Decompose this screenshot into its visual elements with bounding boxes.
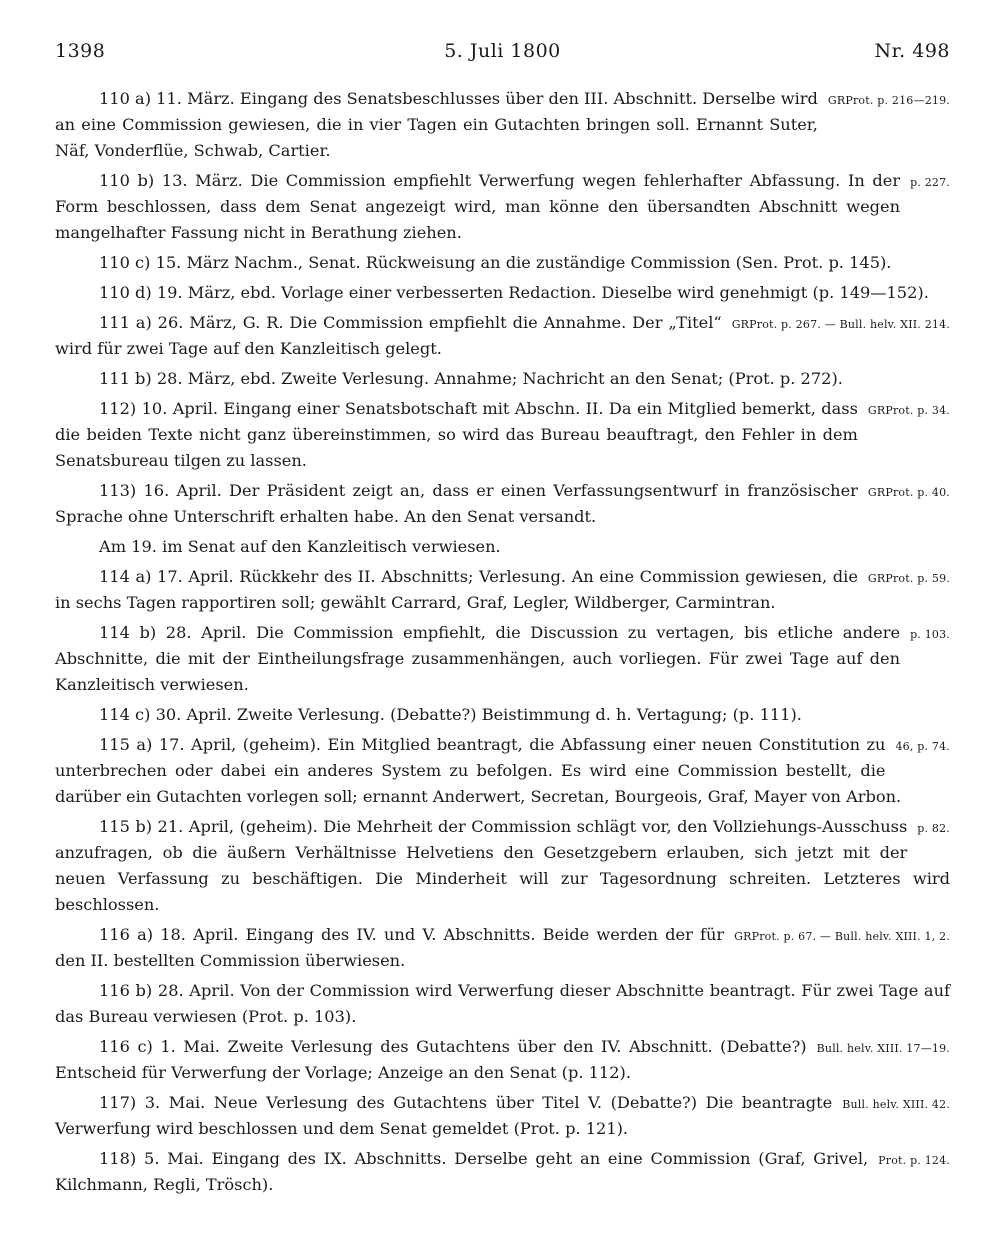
note-line: Am 19. im Senat auf den Kanzleitisch verwiesen. (99, 537, 501, 556)
entry-reference: p. 227. (910, 176, 950, 189)
entry-reference: GRProt. p. 216—219. (827, 94, 950, 107)
entry-115b (55, 814, 950, 918)
entry-text: 115 b) 21. April, (geheim). Die Mehrheit der Commission schlägt vor, den Vollziehungs-Ausschuss anzufragen, ob die äußern Verhältnisse Helvetiens den Gesetzgebern erlauben, sich jetzt mit der neuen Verfassung zu beschäftigen. Die Minderheit will zur Tagesordnung schreiten. Letzteres wird beschlossen. (55, 817, 950, 914)
entry-text: 118) 5. Mai. Eingang des IX. Abschnitts. Derselbe geht an eine Commission (Graf, Grivel, Kilchmann, Regli, Trösch). (55, 1149, 869, 1194)
entry-114c (55, 702, 950, 728)
entry-text: 114 a) 17. April. Rückkehr des II. Abschnitts; Verlesung. An eine Commission gewiesen, die in sechs Tagen rapportiren soll; gewählt Carrard, Graf, Legler, Wildberger, Carmintran. (55, 567, 858, 612)
entry-reference: p. 103. (910, 628, 950, 641)
entry-reference: GRProt. p. 34. (867, 404, 950, 417)
entry-114b (55, 620, 950, 698)
entry-reference: GRProt. p. 67. — Bull. helv. XIII. 1, 2. (734, 930, 950, 943)
entry-text: 110 b) 13. März. Die Commission empfiehlt Verwerfung wegen fehlerhafter Abfassung. In der Form beschlossen, dass dem Senat angezeigt wird, man könne den übersandten Abschnitt wegen mangelhafter Fassung nicht in Berathung ziehen. (55, 171, 901, 242)
entry-text: 111 b) 28. März, ebd. Zweite Verlesung. Annahme; Nachricht an den Senat; (Prot. p. 272). (99, 369, 843, 388)
entry-text: 117) 3. Mai. Neue Verlesung des Gutachtens über Titel V. (Debatte?) Die beantragte Verwerfung wird beschlossen und dem Senat gemeldet (Prot. p. 121). (55, 1093, 833, 1138)
entry-reference: 46, p. 74. (895, 740, 950, 753)
entry-reference: Prot. p. 124. (878, 1154, 950, 1167)
entry-text: 116 c) 1. Mai. Zweite Verlesung des Gutachtens über den IV. Abschnitt. (Debatte?) Entscheid für Verwerfung der Vorlage; Anzeige an den Senat (p. 112). (55, 1037, 807, 1082)
entry-text: 113) 16. April. Der Präsident zeigt an, dass er einen Verfassungsentwurf in französischer Sprache ohne Unterschrift erhalten habe. An den Senat versandt. (55, 481, 858, 526)
entry-114a (55, 564, 950, 616)
entry-text: 114 c) 30. April. Zweite Verlesung. (Debatte?) Beistimmung d. h. Vertagung; (p. 111). (99, 705, 802, 724)
entry-text: 110 d) 19. März, ebd. Vorlage einer verbesserten Redaction. Dieselbe wird genehmigt (p. 149—152). (99, 283, 929, 302)
entry-text: 110 c) 15. März Nachm., Senat. Rückweisung an die zuständige Commission (Sen. Prot. p. 145). (99, 253, 892, 272)
entry-text: 110 a) 11. März. Eingang des Senatsbeschlusses über den III. Abschnitt. Derselbe wird an eine Commission gewiesen, die in vier Tagen ein Gutachten bringen soll. Ernannt Suter, Näf, Vonderflüe, Schwab, Cartier. (55, 89, 818, 160)
entry-111a (55, 310, 950, 362)
document-page (55, 40, 950, 1202)
entry-reference: Bull. helv. XIII. 17—19. (816, 1042, 950, 1055)
entry-110c (55, 250, 950, 276)
document-number: Nr. 498 (874, 40, 950, 62)
entry-text: 115 a) 17. April, (geheim). Ein Mitglied beantragt, die Abfassung einer neuen Constitution zu unterbrechen oder dabei ein anderes System zu befolgen. Es wird eine Commission bestellt, die darüber ein Gutachten vorlegen soll; ernannt Anderwert, Secretan, Bourgeois, Graf, Mayer von Arbon. (55, 735, 902, 806)
page-header (55, 40, 950, 70)
entry-115a (55, 732, 950, 810)
entry-113 (55, 478, 950, 530)
entry-110b (55, 168, 950, 246)
entry-118 (55, 1146, 950, 1198)
entry-reference: GRProt. p. 267. — Bull. helv. XII. 214. (731, 318, 950, 331)
entry-reference: Bull. helv. XIII. 42. (842, 1098, 950, 1111)
entry-116a (55, 922, 950, 974)
entry-reference: p. 82. (917, 822, 950, 835)
entry-116c (55, 1034, 950, 1086)
entry-117 (55, 1090, 950, 1142)
entries-list (55, 86, 950, 1198)
entry-110d (55, 280, 950, 306)
entry-text: 114 b) 28. April. Die Commission empfiehlt, die Discussion zu vertagen, bis etliche andere Abschnitte, die mit der Eintheilungsfrage zusammenhängen, auch vorliegen. Für zwei Tage auf den Kanzleitisch verwiesen. (55, 623, 901, 694)
entry-text: 116 b) 28. April. Von der Commission wird Verwerfung dieser Abschnitte beantragt. Für zwei Tage auf das Bureau verwiesen (Prot. p. 103). (55, 981, 950, 1026)
entry-reference: GRProt. p. 59. (867, 572, 950, 585)
entry-111b (55, 366, 950, 392)
entry-116b (55, 978, 950, 1030)
page-number: 1398 (55, 40, 106, 62)
entry-text: 112) 10. April. Eingang einer Senatsbotschaft mit Abschn. II. Da ein Mitglied bemerkt, dass die beiden Texte nicht ganz übereinstimmen, so wird das Bureau beauftragt, den Fehler in dem Senatsbureau tilgen zu lassen. (55, 399, 858, 470)
entry-110a (55, 86, 950, 164)
entry-112 (55, 396, 950, 474)
entry-reference: GRProt. p. 40. (867, 486, 950, 499)
header-date: 5. Juli 1800 (444, 40, 561, 62)
entry-text: 116 a) 18. April. Eingang des IV. und V. Abschnitts. Beide werden der für den II. bestellten Commission überwiesen. (55, 925, 725, 970)
entry-text: 111 a) 26. März, G. R. Die Commission empfiehlt die Annahme. Der „Titel“ wird für zwei Tage auf den Kanzleitisch gelegt. (55, 313, 722, 358)
